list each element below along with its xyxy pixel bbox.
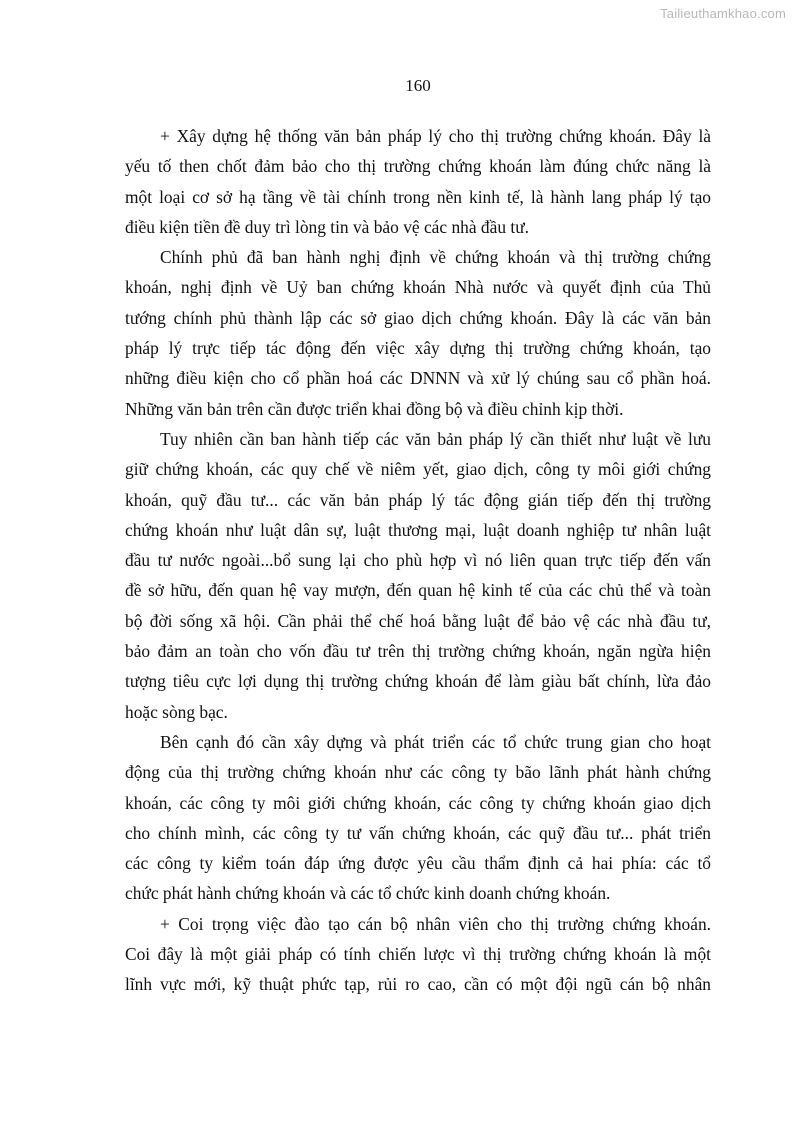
text-line: giữ chứng khoán, các quy chế về niêm yết, giao dịch, công ty môi giới chứng <box>125 459 711 480</box>
text-line: đầu tư nước ngoài...bổ sung lại cho phù hợp vì nó liên quan trực tiếp đến vấn <box>125 550 711 571</box>
text-line: một loại cơ sở hạ tầng về tài chính trong nền kinh tế, là hành lang pháp lý tạo <box>125 186 711 207</box>
watermark-text: Tailieuthamkhao.com <box>660 6 786 21</box>
text-line: + Coi trọng việc đào tạo cán bộ nhân viên cho thị trường chứng khoán. <box>160 913 711 934</box>
text-line: bộ đời sống xã hội. Cần phải thể chế hoá bằng luật để bảo vệ các nhà đầu tư, <box>125 610 711 631</box>
text-line: tượng tiêu cực lợi dụng thị trường chứng khoán để làm giàu bất chính, lừa đảo <box>125 671 711 692</box>
text-line: những điều kiện cho cổ phần hoá các DNNN và xử lý chúng sau cổ phần hoá. <box>125 368 711 389</box>
text-line: Bên cạnh đó cần xây dựng và phát triển các tổ chức trung gian cho hoạt <box>160 731 711 752</box>
text-line: chức phát hành chứng khoán và các tổ chức kinh doanh chứng khoán. <box>125 883 611 904</box>
text-line: khoán, quỹ đầu tư... các văn bản pháp lý tác động gián tiếp đến thị trường <box>125 489 711 510</box>
page-number: 160 <box>405 76 431 95</box>
text-line: động của thị trường chứng khoán như các công ty bão lãnh phát hành chứng <box>125 762 711 783</box>
text-line: khoán, nghị định về Uỷ ban chứng khoán Nhà nước và quyết định của Thủ <box>125 277 711 298</box>
text-line: Những văn bản trên cần được triển khai đồng bộ và điều chỉnh kịp thời. <box>125 398 624 419</box>
text-line: pháp lý trực tiếp tác động đến việc xây dựng thị trường chứng khoán, tạo <box>125 338 711 359</box>
text-line: các công ty kiểm toán đáp ứng được yêu cầu thẩm định cả hai phía: các tổ <box>125 853 711 874</box>
text-line: chứng khoán như luật dân sự, luật thương mại, luật doanh nghiệp tư nhân luật <box>125 519 711 540</box>
text-line: tướng chính phủ thành lập các sở giao dịch chứng khoán. Đây là các văn bản <box>125 307 711 328</box>
text-line: hoặc sòng bạc. <box>125 701 228 722</box>
text-line: bảo đảm an toàn cho vốn đầu tư trên thị trường chứng khoán, ngăn ngừa hiện <box>125 641 711 662</box>
document-body <box>125 121 711 1000</box>
text-line: yếu tố then chốt đảm bảo cho thị trường chứng khoán làm đúng chức năng là <box>125 156 711 177</box>
text-line: + Xây dựng hệ thống văn bản pháp lý cho thị trường chứng khoán. Đây là <box>160 126 711 146</box>
text-line: cho chính mình, các công ty tư vấn chứng khoán, các quỹ đầu tư... phát triển <box>125 822 711 843</box>
text-line: lĩnh vực mới, kỹ thuật phức tạp, rủi ro cao, cần có một đội ngũ cán bộ nhân <box>125 974 711 995</box>
text-line: đề sở hữu, đến quan hệ vay mượn, đến quan hệ kinh tế của các chủ thể và toàn <box>125 580 711 601</box>
text-line: khoán, các công ty môi giới chứng khoán, các công ty chứng khoán giao dịch <box>125 792 711 813</box>
text-line: Coi đây là một giải pháp có tính chiến lược vì thị trường chứng khoán là một <box>125 944 711 965</box>
text-line: Chính phủ đã ban hành nghị định về chứng khoán và thị trường chứng <box>160 247 711 268</box>
text-line: điều kiện tiền đề duy trì lòng tin và bảo vệ các nhà đầu tư. <box>125 216 529 237</box>
text-line: Tuy nhiên cần ban hành tiếp các văn bản pháp lý cần thiết như luật về lưu <box>160 428 711 449</box>
